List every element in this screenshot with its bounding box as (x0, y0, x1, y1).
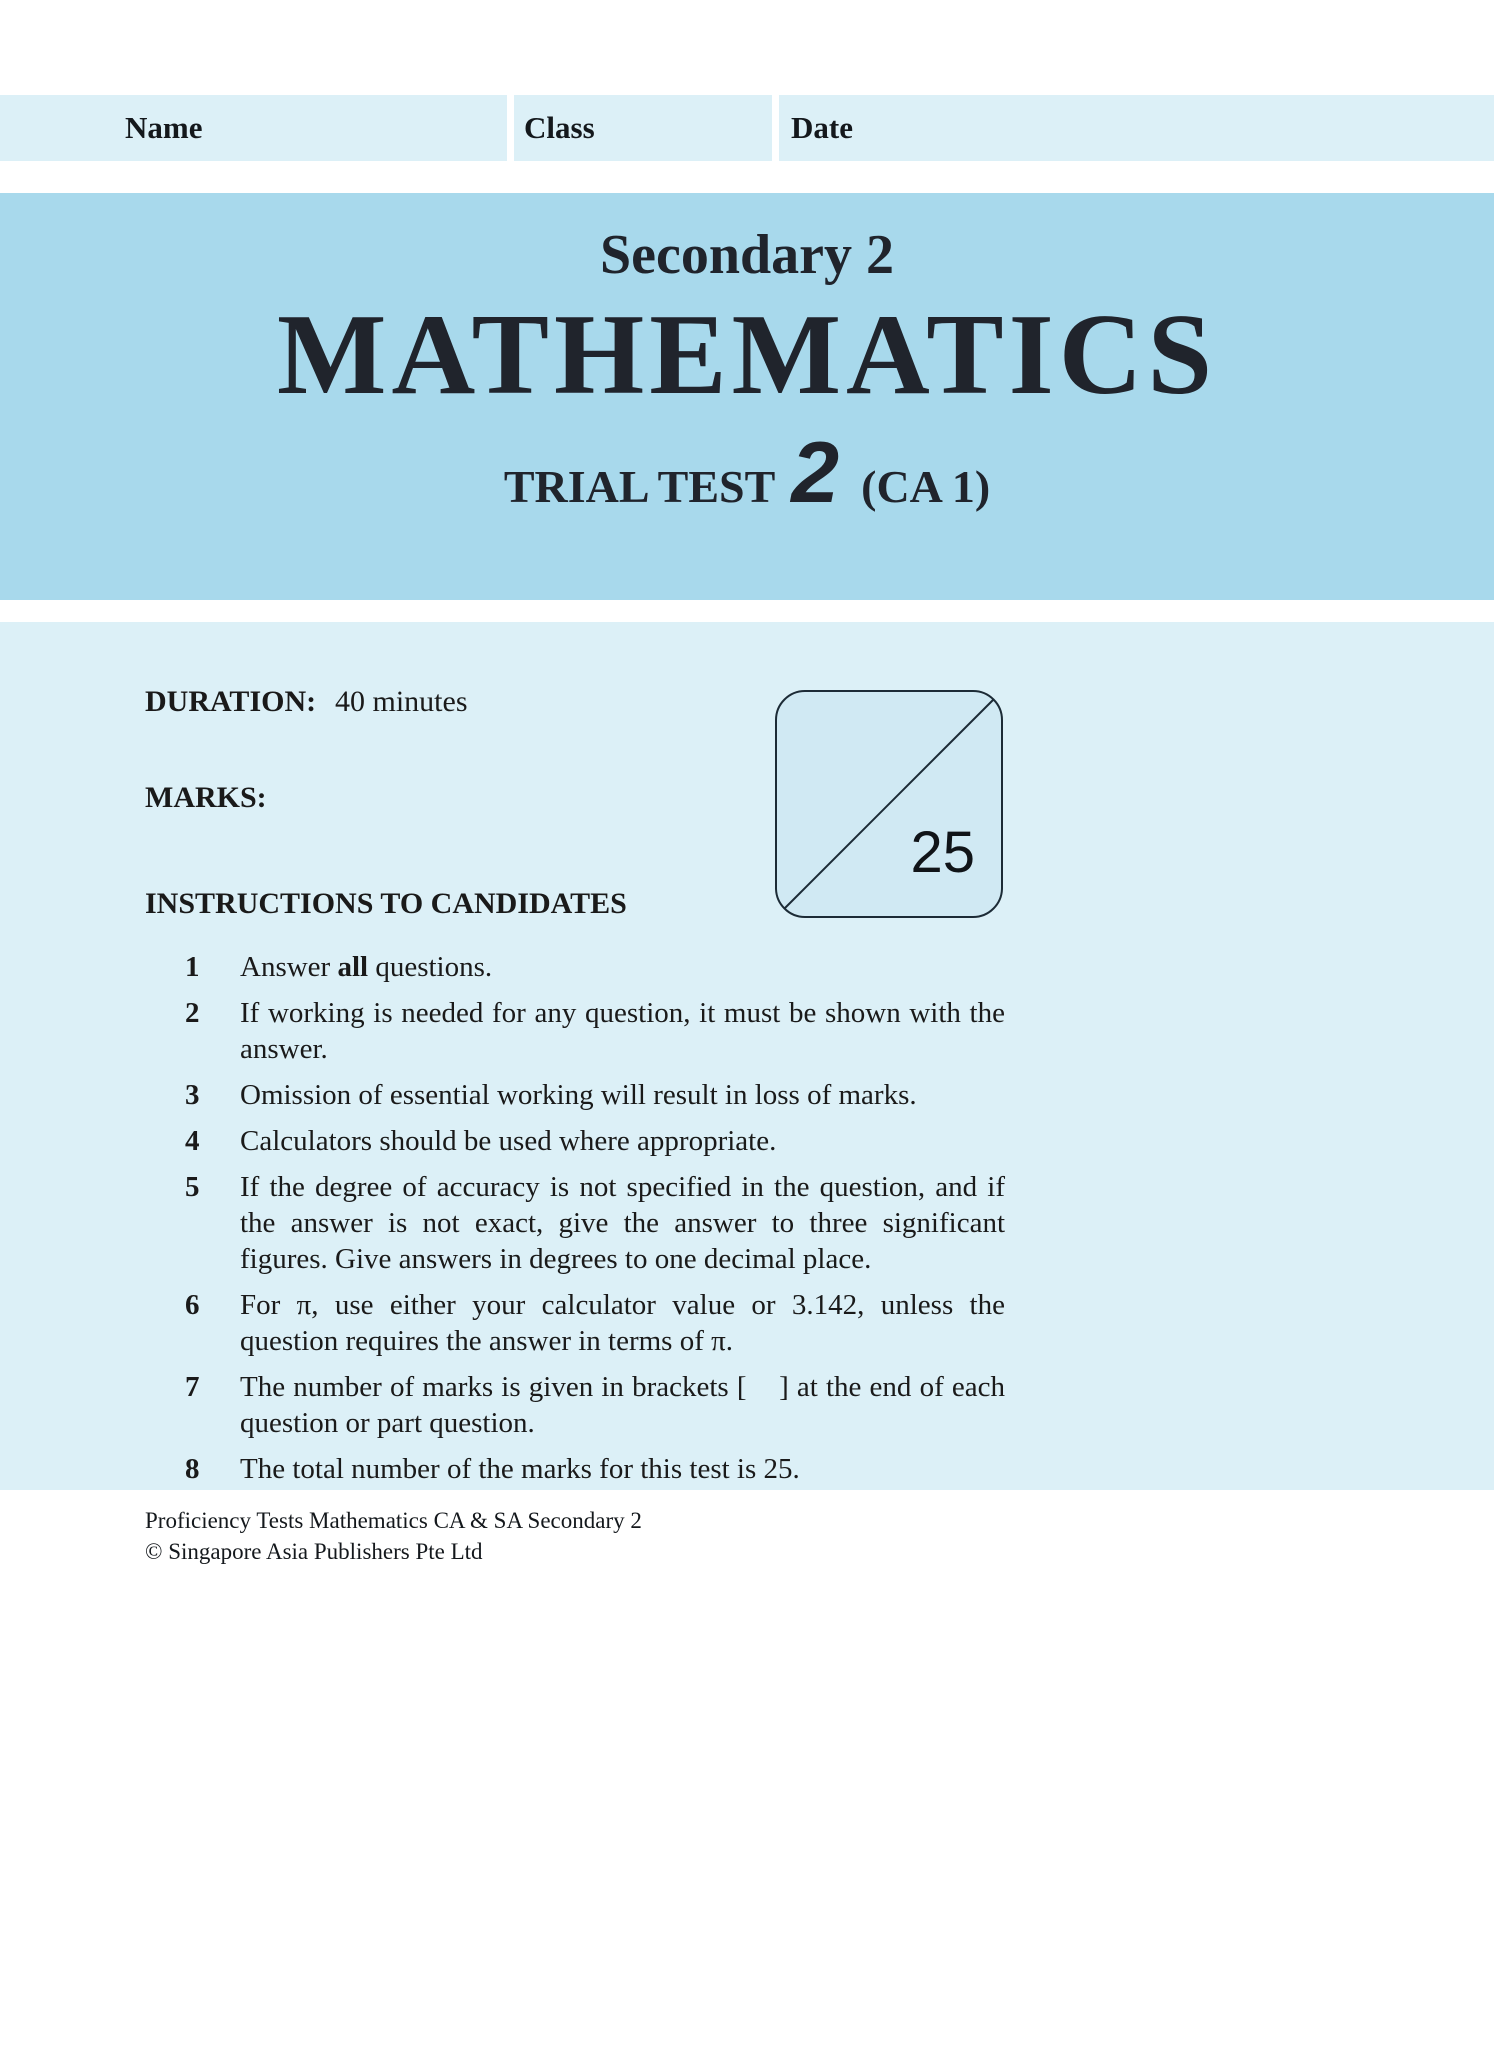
instruction-item (145, 1451, 1494, 1487)
instruction-item (145, 1369, 1494, 1441)
grade-level: Secondary 2 (600, 224, 894, 286)
instruction-number: 1 (185, 951, 200, 983)
instruction-text-bold: all (337, 951, 369, 983)
trial-test-suffix: (CA 1) (861, 460, 991, 512)
student-info-bar (0, 95, 1494, 161)
title-block (0, 193, 1494, 600)
instruction-number: 2 (185, 997, 200, 1029)
class-label: Class (524, 110, 595, 145)
instruction-text: Calculators should be used where appropriate. (240, 1125, 777, 1157)
instruction-text: Omission of essential working will result in loss of marks. (240, 1079, 917, 1111)
instruction-item (145, 1287, 1494, 1359)
instruction-text-segment: Answer (240, 951, 338, 983)
subject-title: MATHEMATICS (276, 290, 1218, 419)
instruction-text: If the degree of accuracy is not specified in the question, and if the answer is not exact, give the answer to three significant figures. Give answers in degrees to one decimal place. (240, 1171, 1005, 1275)
instruction-item (145, 949, 1494, 985)
footer (145, 1505, 642, 1567)
instruction-number: 3 (185, 1079, 200, 1111)
total-marks-value: 25 (910, 820, 975, 885)
instruction-text: The total number of the marks for this test is 25. (240, 1453, 800, 1485)
instruction-item (145, 995, 1494, 1067)
instruction-text: The number of marks is given in brackets [ ] at the end of each question or part question. (240, 1371, 1005, 1439)
instruction-number: 7 (185, 1371, 200, 1403)
class-field (514, 95, 772, 161)
duration-value: 40 minutes (335, 685, 468, 718)
instruction-number: 6 (185, 1289, 200, 1321)
instructions-list (145, 949, 1494, 1487)
footer-series-line: Proficiency Tests Mathematics CA & SA Secondary 2 (145, 1508, 642, 1533)
info-section (0, 622, 1494, 1490)
instruction-item (145, 1123, 1494, 1159)
instructions-title: INSTRUCTIONS TO CANDIDATES (145, 887, 627, 920)
duration-label: DURATION: (145, 685, 317, 718)
instruction-item (145, 1169, 1494, 1277)
marks-label: MARKS: (145, 781, 267, 814)
marks-box (775, 690, 1003, 918)
name-label: Name (125, 110, 203, 145)
trial-test-row (503, 424, 991, 521)
instruction-text: For π, use either your calculator value or 3.142, unless the question requires the answer in terms of π. (240, 1289, 1005, 1357)
date-field (779, 95, 1494, 161)
footer-copyright-line: © Singapore Asia Publishers Pte Ltd (145, 1539, 483, 1565)
instruction-item (145, 1077, 1494, 1113)
instruction-number: 8 (185, 1453, 200, 1485)
name-field (0, 95, 507, 161)
instruction-text: If working is needed for any question, it must be shown with the answer. (240, 997, 1005, 1065)
trial-test-label: TRIAL TEST (503, 460, 776, 512)
date-label: Date (791, 110, 853, 145)
instruction-text (240, 949, 1005, 985)
instruction-text-segment: questions. (368, 951, 493, 983)
trial-test-number: 2 (791, 424, 840, 521)
instruction-number: 5 (185, 1171, 200, 1203)
instruction-number: 4 (185, 1125, 200, 1157)
